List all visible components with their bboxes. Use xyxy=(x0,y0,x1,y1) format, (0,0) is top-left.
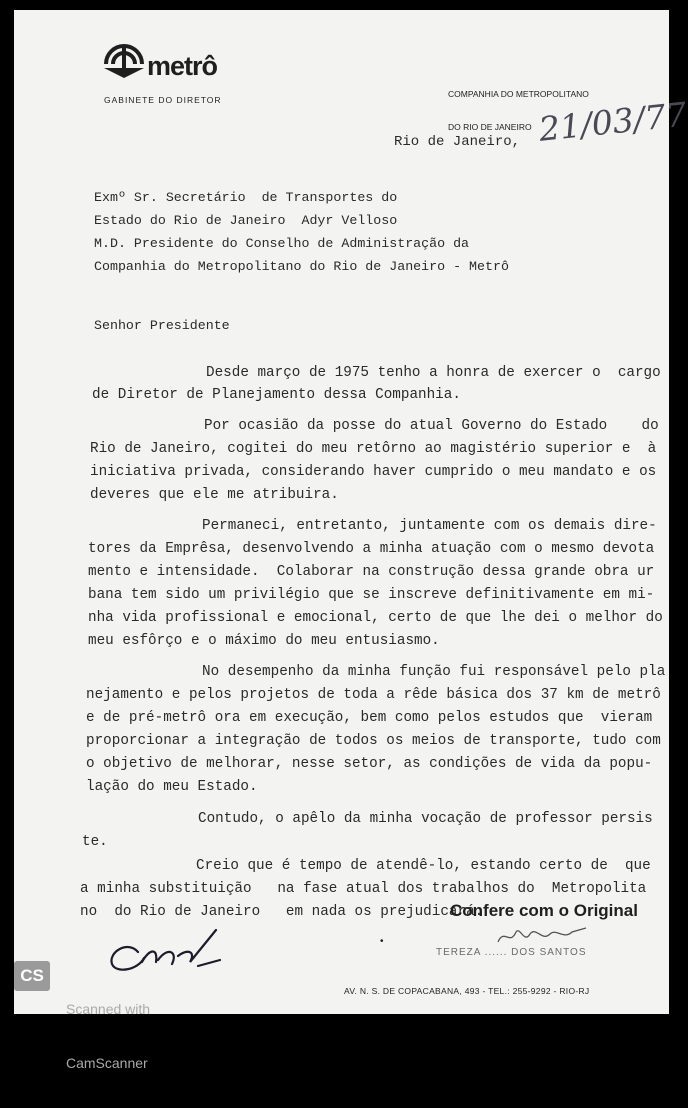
body-line: no do Rio de Janeiro em nada os prejudicará. xyxy=(80,904,484,920)
metro-logo-icon xyxy=(100,34,148,80)
bullet-mark: • xyxy=(380,936,384,947)
footer-address: AV. N. S. DE COPACABANA, 493 - TEL.: 255-9292 - RIO-RJ xyxy=(344,986,590,996)
body-line: Rio de Janeiro, cogitei do meu retôrno ao magistério superior e à xyxy=(90,441,657,457)
body-line: nha vida profissional e emocional, certo de que lhe dei o melhor do xyxy=(88,610,663,626)
addressee-line-3: M.D. Presidente do Conselho de Administração da xyxy=(94,236,470,251)
body-line: nejamento e pelos projetos de toda a rêde básica dos 37 km de metrô xyxy=(86,687,661,703)
salutation: Senhor Presidente xyxy=(94,318,230,333)
date-place: Rio de Janeiro, xyxy=(394,134,521,150)
body-line: bana tem sido um privilégio que se inscreve definitivamente em mi- xyxy=(88,587,655,603)
addressee-line-2: Estado do Rio de Janeiro Adyr Velloso xyxy=(94,213,398,228)
camscanner-watermark xyxy=(66,964,150,1108)
addressee-line-4: Companhia do Metropolitano do Rio de Janeiro - Metrô xyxy=(94,259,509,274)
watermark-line-1: Scanned with xyxy=(66,1001,151,1017)
body-line: Por ocasião da posse do atual Governo do Estado do xyxy=(204,418,659,434)
body-line: te. xyxy=(82,834,108,850)
date-handwritten: 21/03/77 xyxy=(536,94,688,149)
camscanner-logo-icon: CS xyxy=(14,961,50,991)
body-line: mento e intensidade. Colaborar na construção dessa grande obra ur xyxy=(88,564,655,580)
body-line: meu esfôrço e o máximo do meu entusiasmo. xyxy=(88,633,440,649)
watermark-line-2: CamScanner xyxy=(66,1055,148,1071)
body-line: tores da Emprêsa, desenvolvendo a minha atuação com o mesmo devota xyxy=(88,541,655,557)
body-line: deveres que ele me atribuira. xyxy=(90,487,339,503)
letter-page xyxy=(14,10,688,1071)
body-line: iniciativa privada, considerando haver cumprido o meu mandato e os xyxy=(90,464,657,480)
company-line-1: COMPANHIA DO METROPOLITANO xyxy=(448,89,589,99)
body-line: de Diretor de Planejamento dessa Companhia. xyxy=(92,387,461,403)
body-line: o objetivo de melhorar, nesse setor, as condições de vida da popu- xyxy=(86,756,653,772)
body-line: Desde março de 1975 tenho a honra de exercer o cargo xyxy=(206,365,661,381)
body-line: No desempenho da minha função fui responsável pelo pla xyxy=(202,664,666,680)
department-label: GABINETE DO DIRETOR xyxy=(104,95,222,105)
body-line: Permaneci, entretanto, juntamente com os demais dire- xyxy=(202,518,657,534)
body-line: a minha substituição na fase atual dos trabalhos do Metropolita xyxy=(80,881,647,897)
body-line: lação do meu Estado. xyxy=(86,779,258,795)
body-line: Contudo, o apêlo da minha vocação de professor persis xyxy=(198,811,653,827)
body-line: Creio que é tempo de atendê-lo, estando certo de que xyxy=(196,858,651,874)
body-line: proporcionar a integração de todos os meios de transporte, tudo com xyxy=(86,733,661,749)
addressee-line-1: Exmº Sr. Secretário de Transportes do xyxy=(94,190,398,205)
body-line: e de pré-metrô ora em execução, bem como pelos estudos que vieram xyxy=(86,710,653,726)
company-line-2: DO RIO DE JANEIRO xyxy=(448,122,532,132)
stamp-name: TEREZA ...... DOS SANTOS xyxy=(436,947,587,958)
stamp-title: Confere com o Original xyxy=(450,901,638,920)
brand-wordmark: metrô xyxy=(147,51,218,81)
